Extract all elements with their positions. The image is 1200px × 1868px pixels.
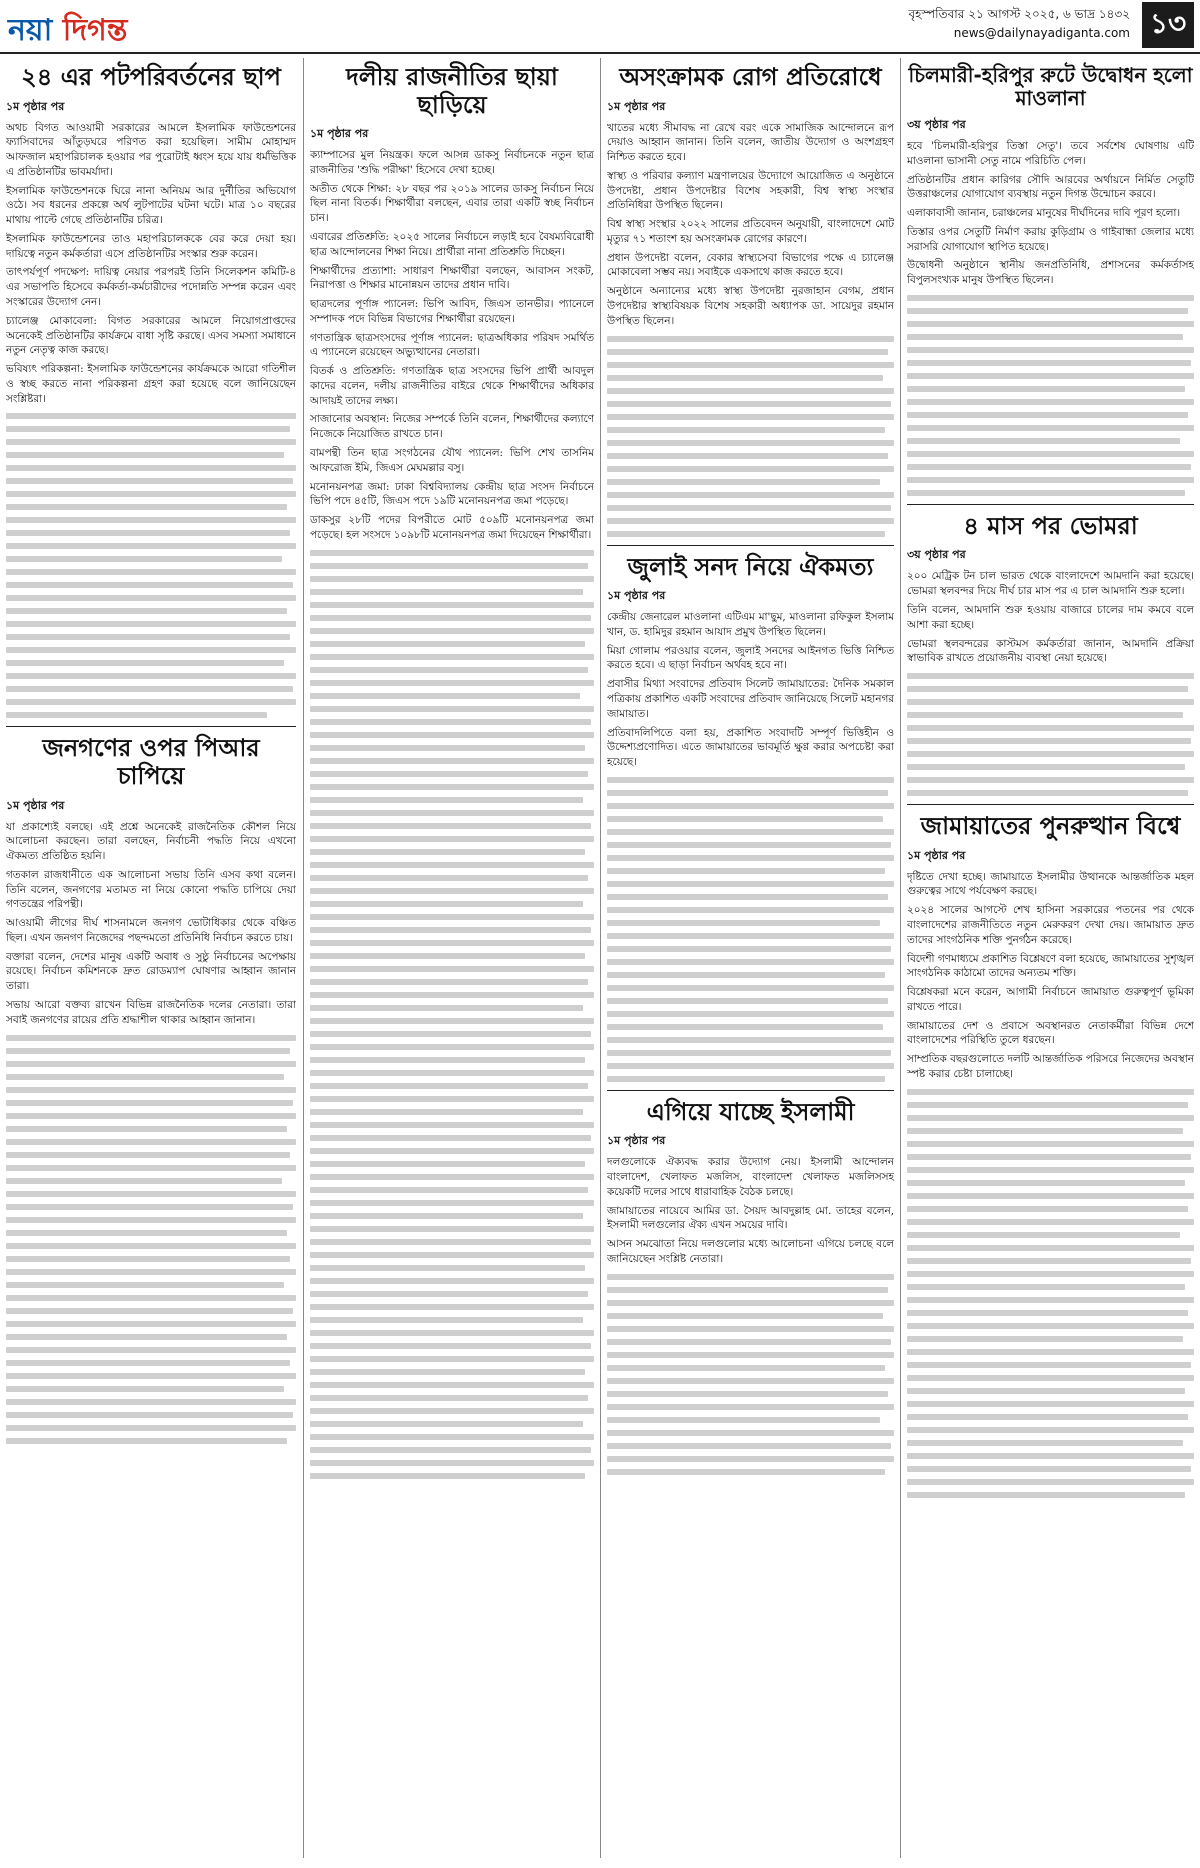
article-chilmari-haripur xyxy=(907,64,1194,496)
text-block xyxy=(907,673,1194,796)
continued-label: ১ম পৃষ্ঠার পর xyxy=(907,848,966,862)
column-1 xyxy=(6,58,296,1858)
article-paragraph: মিয়া গোলাম পরওয়ার বলেন, জুলাই সনদের আইনগত ভিত্তি নিশ্চিত করতে হবে। এ ছাড়া নির্বাচন অর্থবহ হবে না। xyxy=(607,644,894,672)
article-body xyxy=(6,121,296,407)
article-paragraph: সাজানোর অবস্থান: নিজের সম্পর্কে তিনি বলেন, শিক্ষার্থীদের কল্যাণে নিজেকে নিয়োজিত রাখতে চান। xyxy=(310,413,594,441)
page-number: ১৩ xyxy=(1142,2,1194,48)
article-paragraph: আসন সমঝোতা নিয়ে দলগুলোর মধ্যে আলোচনা এগিয়ে চলছে বলে জানিয়েছেন সংশ্লিষ্ট নেতারা। xyxy=(607,1238,894,1265)
article-paragraph: অতীত থেকে শিক্ষা: ২৮ বছর পর ২০১৯ সালের ডাকসু নির্বাচন নিয়ে ছিল নানা বিতর্ক। শিক্ষার্থীরা বলছেন, এবার তারা একটি স্বচ্ছ নির্বাচন চান। xyxy=(310,182,594,225)
article-jamaater-punoruththan xyxy=(907,813,1194,1498)
article-paragraph: অনুষ্ঠানে অন্যান্যের মধ্যে স্বাস্থ্য উপদেষ্টা নুরজাহান বেগম, প্রধান উপদেষ্টার স্বাস্থ্যবিষয়ক বিশেষ সহকারী অধ্যাপক ডা. সায়েদুর রহমান উপস্থিত ছিলেন। xyxy=(607,285,894,327)
article-paragraph: এলাকাবাসী জানান, চরাঞ্চলের মানুষের দীর্ঘদিনের দাবি পূরণ হলো। xyxy=(907,207,1181,220)
article-paragraph: ইসলামিক ফাউন্ডেশনকে ঘিরে নানা অনিয়ম আর দুর্নীতির অভিযোগ ওঠে। সব ধরনের প্রকল্পে অর্থ লুটপাটের ঘটনা ঘটে। মাত্র ১০ বছরের মাথায় পাল্টে গেছে প্রতিষ্ঠানটির চরিত্র। xyxy=(6,184,296,227)
continued-label: ১ম পৃষ্ঠার পর xyxy=(310,127,369,141)
column-divider xyxy=(600,58,601,1858)
article-potoporibortoner-chhap xyxy=(6,64,296,718)
article-divider xyxy=(607,1090,894,1091)
article-paragraph: ভবিষ্যৎ পরিকল্পনা: ইসলামিক ফাউন্ডেশনের কার্যক্রমকে আরো গতিশীল ও স্বচ্ছ করতে নানা পরিকল্পনা গ্রহণ করা হয়েছে বলে জানিয়েছেন সংশ্লিষ্টরা। xyxy=(6,363,296,405)
column-divider xyxy=(900,58,901,1858)
article-body xyxy=(907,870,1194,1082)
article-headline: এগিয়ে যাচ্ছে ইসলামী xyxy=(646,1097,855,1126)
article-paragraph: অথচ বিগত আওয়ামী সরকারের আমলে ইসলামিক ফাউন্ডেশনের ফ্যাসিবাদের আঁতুড়ঘরে পরিণত করা হয়েছিল। সামীম মোহাম্মদ আফজাল মহাপরিচালক হওয়ার পর পুরোটাই ধ্বংস হয়ে যায় ধর্মভিত্তিক এ প্রতিষ্ঠানটির ভাবমর্যাদা। xyxy=(6,121,296,178)
article-paragraph: তাৎপর্যপূর্ণ পদক্ষেপ: দায়িত্ব নেয়ার পরপরই তিনি সিলেকশন কমিটি-৪ এর সভাপতি হিসেবে কর্মকর্তা-কর্মচারীদের পদোন্নতি সম্পন্ন করেন এবং সংস্কারের উদ্যোগ নেন। xyxy=(6,266,296,309)
article-paragraph: যা প্রকাশ্যেই বলছে। এই প্রশ্নে অনেকেই রাজনৈতিক কৌশল নিয়ে আলোচনা করছেন। তারা বলছেন, নির্বাচনী পদ্ধতি নিয়ে এখনো ঐকমত্য প্রতিষ্ঠিত হয়নি। xyxy=(6,820,296,863)
article-egiye-jachhe-islami xyxy=(607,1099,894,1475)
article-paragraph: বিতর্ক ও প্রতিশ্রুতি: গণতান্ত্রিক ছাত্র সংসদের ভিপি প্রার্থী আবদুল কাদের বলেন, দলীয় রাজনীতির বাইরে থেকে শিক্ষার্থীদের অধিকার আদায়ই তাদের লক্ষ্য। xyxy=(310,365,594,407)
text-block xyxy=(310,550,594,1479)
continued-label: ৩য় পৃষ্ঠার পর xyxy=(907,118,966,131)
logo-part-2: দিগন্ত xyxy=(62,13,128,48)
article-paragraph: ইসলামিক ফাউন্ডেশনের তাও মহাপরিচালককে বের করে দেয়া হয়। দায়িত্বে নতুন কর্মকর্তারা এসে প্রতিষ্ঠানটির সংস্কার শুরু করেন। xyxy=(6,232,296,260)
article-headline: জনগণের ওপর পিআর চাপিয়ে xyxy=(42,734,260,790)
article-paragraph: আওয়ামী লীগের দীর্ঘ শাসনামলে জনগণ ভোটাধিকার থেকে বঞ্চিত ছিল। এখন জনগণ নিজেদের পছন্দমতো প্রতিনিধি নির্বাচন করতে চায়। xyxy=(6,917,296,944)
article-headline: জুলাই সনদ নিয়ে ঐকমত্য xyxy=(627,552,874,581)
article-paragraph: ২০২৪ সালের আগস্টে শেখ হাসিনা সরকারের পতনের পর থেকে বাংলাদেশের রাজনীতিতে নতুন মেরুকরণ দেখা দেয়। জামায়াত দ্রুত তাদের সাংগঠনিক শক্তি পুনর্গঠন করেছে। xyxy=(907,904,1194,946)
newspaper-logo xyxy=(8,6,127,57)
article-headline: চিলমারী-হরিপুর রুটে উদ্বোধন হলো মাওলানা xyxy=(908,63,1193,110)
continued-label: ৩য় পৃষ্ঠার পর xyxy=(907,548,966,562)
article-body xyxy=(607,610,894,770)
article-paragraph: ডাকসুর ২৮টি পদের বিপরীতে মোট ৫০৯টি মনোনয়নপত্র জমা পড়েছে। হল সংসদে ১০৯৮টি মনোনয়নপত্র জমা দিয়েছেন শিক্ষার্থীরা। xyxy=(310,514,594,541)
article-headline: ২৪ এর পটপরিবর্তনের ছাপ xyxy=(21,63,281,91)
text-block xyxy=(907,1089,1194,1498)
article-paragraph: স্বাস্থ্য ও পরিবার কল্যাণ মন্ত্রণালয়ের উদ্যোগে আয়োজিত এ অনুষ্ঠানে উপদেষ্টা, প্রধান উপদেষ্টার বিশেষ সহকারী, বিশ্ব স্বাস্থ্য সংস্থার প্রতিনিধিরা উপস্থিত ছিলেন। xyxy=(607,169,894,212)
article-headline: জামায়াতের পুনরুত্থান বিশ্বে xyxy=(920,812,1181,841)
article-paragraph: জামায়াতের দেশ ও প্রবাসে অবস্থানরত নেতাকর্মীরা বিভিন্ন দেশে বাংলাদেশের পরিস্থিতি তুলে ধরছেন। xyxy=(907,1019,1194,1047)
article-paragraph: ভোমরা স্থলবন্দরের কাস্টমস কর্মকর্তারা জানান, আমদানি প্রক্রিয়া স্বাভাবিক রাখতে প্রয়োজনীয় ব্যবস্থা নেয়া হয়েছে। xyxy=(907,637,1194,665)
article-paragraph: প্রতিষ্ঠানটির প্রধান কারিগর সৌদি আরবের অর্থায়নে নির্মিত সেতুটি উত্তরাঞ্চলের যোগাযোগ ব্যবস্থায় নতুন দিগন্ত উন্মোচন করবে। xyxy=(907,173,1194,201)
article-paragraph: তিনি বলেন, আমদানি শুরু হওয়ায় বাজারে চালের দাম কমবে বলে আশা করা হচ্ছে। xyxy=(907,604,1194,631)
article-divider xyxy=(6,726,296,727)
article-paragraph: ছাত্রদলের পূর্ণাঙ্গ প্যানেল: ভিপি আবিদ, জিএস তানভীর। প্যানেলে সম্পাদক পদে বিভিন্ন বিভাগের শিক্ষার্থীরা রয়েছেন। xyxy=(310,298,594,325)
article-paragraph: জামায়াতের নায়েবে আমির ডা. সৈয়দ আবদুল্লাহ মো. তাহের বলেন, ইসলামী দলগুলোর ঐক্য এখন সময়ের দাবি। xyxy=(607,1204,894,1232)
article-paragraph: উদ্বোধনী অনুষ্ঠানে স্থানীয় জনপ্রতিনিধি, প্রশাসনের কর্মকর্তাসহ বিপুলসংখ্যক মানুষ উপস্থিত ছিলেন। xyxy=(907,259,1194,287)
text-block xyxy=(907,295,1194,496)
article-paragraph: চ্যালেঞ্জ মোকাবেলা: বিগত সরকারের আমলে নিয়োগপ্রাপ্তদের অনেকেই প্রতিষ্ঠানটির কার্যক্রমে বাধা সৃষ্টি করছে। এসব সমস্যা সমাধানে নতুন নেতৃত্ব কাজ করছে। xyxy=(6,314,296,357)
article-paragraph: বিদেশী গণমাধ্যমে প্রকাশিত বিশ্লেষণে বলা হয়েছে, জামায়াতের সুশৃঙ্খল সাংগঠনিক কাঠামো তাদের অন্যতম শক্তি। xyxy=(907,952,1194,980)
article-paragraph: গণতান্ত্রিক ছাত্রসংসদের পূর্ণাঙ্গ প্যানেল: ছাত্রঅধিকার পরিষদ সমর্থিত এ প্যানেলে রয়েছেন অভ্যুত্থানের নেতারা। xyxy=(310,331,594,359)
article-divider xyxy=(607,545,894,546)
continued-label: ১ম পৃষ্ঠার পর xyxy=(6,99,65,113)
masthead xyxy=(0,0,1200,54)
text-block xyxy=(607,1274,894,1475)
article-paragraph: ক্যাম্পাসের মুল নিয়ন্ত্রক। ফলে আসন্ন ডাকসু নির্বাচনকে নতুন ছাত্র রাজনীতির 'শুদ্ধি পরীক্ষা' হিসেবে দেখা হচ্ছে। xyxy=(310,149,594,176)
article-divider xyxy=(907,504,1194,505)
continued-label: ১ম পৃষ্ঠার পর xyxy=(607,99,666,113)
logo-part-1: নয়া xyxy=(8,13,53,48)
article-july-sonod xyxy=(607,554,894,1082)
article-paragraph: প্রধান উপদেষ্টা বলেন, বেকার স্বাস্থ্যসেবা বিভাগের পক্ষে এ চ্যালেঞ্জ মোকাবেলা সম্ভব নয়। সবাইকে একসাথে কাজ করতে হবে। xyxy=(607,251,894,279)
article-paragraph: ২০০ মেট্রিক টন চাল ভারত থেকে বাংলাদেশে আমদানি করা হয়েছে। ভোমরা স্থলবন্দর দিয়ে দীর্ঘ চার মাস পর এ চাল আমদানি শুরু হলো। xyxy=(907,570,1194,598)
dateline: বৃহস্পতিবার ২১ আগস্ট ২০২৫, ৬ ভাদ্র ১৪৩২ xyxy=(908,7,1130,21)
article-paragraph: প্রবাসীর মিথ্যা সংবাদের প্রতিবাদ সিলেট জামায়াতের: দৈনিক সমকাল পত্রিকায় প্রকাশিত একটি সংবাদের প্রতিবাদ জানিয়েছে সিলেট মহানগর জামায়াত। xyxy=(607,678,894,720)
article-paragraph: বক্তারা বলেন, দেশের মানুষ একটি অবাধ ও সুষ্ঠু নির্বাচনের অপেক্ষায় রয়েছে। নির্বাচন কমিশনকে দ্রুত রোডম্যাপ ঘোষণার আহ্বান জানান তারা। xyxy=(6,950,296,993)
article-body xyxy=(6,820,296,1028)
article-paragraph: শিক্ষার্থীদের প্রত্যাশা: সাধারণ শিক্ষার্থীরা বলছেন, আবাসন সংকট, নিরাপত্তা ও শিক্ষার মানোন্নয়ন তাদের প্রধান দাবি। xyxy=(310,264,594,292)
article-body xyxy=(607,1155,894,1266)
article-body xyxy=(310,148,594,542)
article-body xyxy=(607,121,894,329)
text-block xyxy=(6,413,296,718)
article-paragraph: দৃষ্টিতে দেখা হচ্ছে। জামায়াতে ইসলামীর উত্থানকে আন্তর্জাতিক মহল গুরুত্বের সাথে পর্যবেক্ষণ করছে। xyxy=(907,870,1194,898)
continued-label: ১ম পৃষ্ঠার পর xyxy=(607,589,666,603)
continued-label: ১ম পৃষ্ঠার পর xyxy=(607,1134,666,1148)
continued-label: ১ম পৃষ্ঠার পর xyxy=(6,798,65,812)
article-paragraph: কেন্দ্রীয় জেনারেল মাওলানা এটিএম মা'ছুম, মাওলানা রফিকুল ইসলাম খান, ড. হামিদুর রহমান আযাদ প্রমুখ উপস্থিত ছিলেন। xyxy=(607,611,894,638)
article-paragraph: এবারের প্রতিশ্রুতি: ২০২৫ সালের নির্বাচনে লড়াই হবে বৈষম্যবিরোধী ছাত্র আন্দোলনের শিক্ষা নিয়ে। প্রার্থীরা নানা প্রতিশ্রুতি দিচ্ছেন। xyxy=(310,231,594,258)
column-4 xyxy=(907,58,1194,1858)
article-paragraph: বামপন্থী তিন ছাত্র সংগঠনের যৌথ প্যানেল: ভিপি শেখ তাসনিম আফরোজ ইমি, জিএস মেঘমল্লার বসু। xyxy=(310,446,594,474)
article-paragraph: সভায় আরো বক্তব্য রাখেন বিভিন্ন রাজনৈতিক দলের নেতারা। তারা সবাই জনগণের রায়ের প্রতি শ্রদ্ধাশীল থাকার আহ্বান জানান। xyxy=(6,998,296,1026)
column-2 xyxy=(310,58,594,1858)
article-paragraph: বিশ্ব স্বাস্থ্য সংস্থার ২০২২ সালের প্রতিবেদন অনুযায়ী, বাংলাদেশে মোট মৃত্যুর ৭১ শতাংশ হয় অসংক্রামক রোগের কারণে। xyxy=(607,218,894,245)
article-body xyxy=(907,569,1194,666)
article-divider xyxy=(907,804,1194,805)
email-address: news@dailynayadiganta.com xyxy=(953,26,1130,40)
article-bhomra xyxy=(907,513,1194,796)
article-paragraph: সাম্প্রতিক বছরগুলোতে দলটি আন্তর্জাতিক পরিসরে নিজেদের অবস্থান স্পষ্ট করার চেষ্টা চালাচ্ছে। xyxy=(907,1053,1194,1080)
article-doliyo-rajnitir-chhaya xyxy=(310,64,594,1479)
article-pr-chapiye xyxy=(6,735,296,1443)
article-paragraph: হবে 'চিলমারী-হরিপুর তিস্তা সেতু'। তবে সর্বশেষ ঘোষণায় এটি মাওলানা ভাসানী সেতু নামে পরিচিতি পেল। xyxy=(907,140,1194,167)
article-headline: অসংক্রামক রোগ প্রতিরোধে xyxy=(619,63,882,91)
column-3 xyxy=(607,58,894,1858)
text-block xyxy=(607,336,894,537)
article-headline: দলীয় রাজনীতির ছায়া ছাড়িয়ে xyxy=(346,63,558,119)
article-paragraph: তিস্তার ওপর সেতুটি নির্মাণ করায় কুড়িগ্রাম ও গাইবান্ধা জেলার মধ্যে সরাসরি যোগাযোগ স্থাপিত হয়েছে। xyxy=(907,225,1194,253)
article-paragraph: গতকাল রাজধানীতে এক আলোচনা সভায় তিনি এসব কথা বলেন। তিনি বলেন, জনগণের মতামত না নিয়ে কোনো পদ্ধতি চাপিয়ে দেয়া গণতন্ত্রের পরিপন্থী। xyxy=(6,868,296,911)
text-block xyxy=(6,1035,296,1444)
article-oshongkramok-rog xyxy=(607,64,894,537)
column-divider xyxy=(303,58,304,1858)
text-block xyxy=(607,777,894,1082)
article-paragraph: খাতের মধ্যে সীমাবদ্ধ না রেখে বরং একে সামাজিক আন্দোলনে রূপ দেয়াও আহ্বান জানান। তিনি বলেন, জাতীয় উদ্যোগ ও অংশগ্রহণ নিশ্চিত করতে হবে। xyxy=(607,121,894,164)
article-paragraph: বিশ্লেষকরা মনে করেন, আগামী নির্বাচনে জামায়াত গুরুত্বপূর্ণ ভূমিকা রাখতে পারে। xyxy=(907,986,1194,1013)
article-body xyxy=(907,139,1194,288)
article-paragraph: প্রতিবাদলিপিতে বলা হয়, প্রকাশিত সংবাদটি সম্পূর্ণ ভিত্তিহীন ও উদ্দেশ্যপ্রণোদিত। এতে জামায়াতের ভাবমূর্তি ক্ষুণ্ণ করার অপচেষ্টা করা হয়েছে। xyxy=(607,726,894,769)
article-paragraph: মনোনয়নপত্র জমা: ঢাকা বিশ্ববিদ্যালয় কেন্দ্রীয় ছাত্র সংসদ নির্বাচনে ভিপি পদে ৪৫টি, জিএস পদে ১৯টি মনোনয়নপত্র জমা পড়েছে। xyxy=(310,480,594,508)
article-headline: ৪ মাস পর ভোমরা xyxy=(963,511,1138,540)
article-paragraph: দলগুলোকে ঐক্যবদ্ধ করার উদ্যোগ নেয়। ইসলামী আন্দোলন বাংলাদেশ, খেলাফত মজলিস, বাংলাদেশ খেলাফত মজলিসসহ কয়েকটি দলের সাথে ধারাবাহিক বৈঠক চলছে। xyxy=(607,1156,894,1198)
